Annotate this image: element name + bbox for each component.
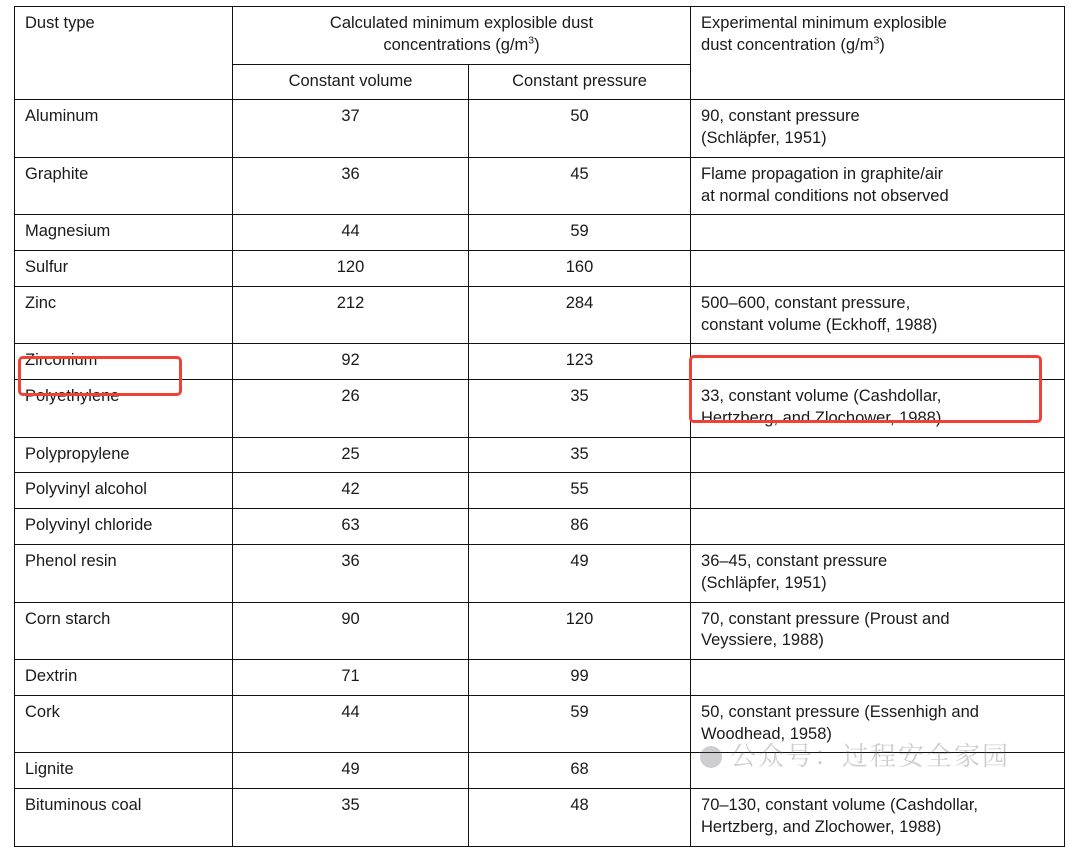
- cell-dust-type: Dextrin: [15, 660, 233, 696]
- cell-constant-pressure: 50: [469, 100, 691, 158]
- cell-dust-type: Corn starch: [15, 602, 233, 660]
- cell-experimental: Flame propagation in graphite/air at normal conditions not observed: [691, 157, 1065, 215]
- dust-concentration-table: [14, 6, 1065, 847]
- header-experimental-line2: dust concentration (g/m: [701, 35, 874, 54]
- cell-constant-pressure: 86: [469, 509, 691, 545]
- cell-experimental: [691, 215, 1065, 251]
- cell-dust-type: Zinc: [15, 286, 233, 344]
- cell-constant-volume: 35: [233, 789, 469, 847]
- cell-dust-type: Polyethylene: [15, 380, 233, 438]
- cell-constant-volume: 90: [233, 602, 469, 660]
- cell-constant-volume: 36: [233, 545, 469, 603]
- cell-constant-pressure: 45: [469, 157, 691, 215]
- cell-constant-pressure: 99: [469, 660, 691, 696]
- table-row: [15, 286, 1065, 344]
- header-exp-superscript: 3: [873, 34, 880, 47]
- table-row: [15, 437, 1065, 473]
- cell-constant-volume: 42: [233, 473, 469, 509]
- cell-experimental: 500–600, constant pressure, constant volume (Eckhoff, 1988): [691, 286, 1065, 344]
- cell-constant-volume: 49: [233, 753, 469, 789]
- cell-dust-type: Phenol resin: [15, 545, 233, 603]
- header-calc-paren: ): [534, 35, 540, 54]
- cell-experimental: 90, constant pressure (Schläpfer, 1951): [691, 100, 1065, 158]
- cell-constant-volume: 71: [233, 660, 469, 696]
- cell-constant-pressure: 68: [469, 753, 691, 789]
- header-row-group: [15, 7, 1065, 65]
- cell-experimental: 33, constant volume (Cashdollar, Hertzberg, and Zlochower, 1988): [691, 380, 1065, 438]
- cell-experimental: [691, 437, 1065, 473]
- table-body: [15, 7, 1065, 847]
- cell-dust-type: Sulfur: [15, 251, 233, 287]
- cell-constant-pressure: 120: [469, 602, 691, 660]
- cell-dust-type: Polyvinyl alcohol: [15, 473, 233, 509]
- cell-experimental: 50, constant pressure (Essenhigh and Woodhead, 1958): [691, 695, 1065, 753]
- cell-dust-type: Polypropylene: [15, 437, 233, 473]
- cell-experimental: 70, constant pressure (Proust and Veyssiere, 1988): [691, 602, 1065, 660]
- cell-constant-volume: 63: [233, 509, 469, 545]
- header-constant-volume: Constant volume: [233, 64, 469, 100]
- cell-constant-pressure: 48: [469, 789, 691, 847]
- cell-constant-volume: 212: [233, 286, 469, 344]
- header-experimental-line1: Experimental minimum explosible: [701, 14, 947, 32]
- cell-experimental: [691, 660, 1065, 696]
- cell-constant-volume: 36: [233, 157, 469, 215]
- cell-dust-type: Lignite: [15, 753, 233, 789]
- cell-constant-volume: 92: [233, 344, 469, 380]
- table-row-highlighted: [15, 380, 1065, 438]
- cell-experimental: [691, 251, 1065, 287]
- table-row: [15, 509, 1065, 545]
- table-row: [15, 545, 1065, 603]
- cell-experimental: [691, 344, 1065, 380]
- table-row: [15, 251, 1065, 287]
- cell-constant-pressure: 284: [469, 286, 691, 344]
- cell-constant-pressure: 59: [469, 695, 691, 753]
- cell-dust-type: Aluminum: [15, 100, 233, 158]
- cell-constant-volume: 44: [233, 695, 469, 753]
- cell-experimental: 36–45, constant pressure (Schläpfer, 1951): [691, 545, 1065, 603]
- cell-experimental: [691, 509, 1065, 545]
- table-row: [15, 157, 1065, 215]
- cell-constant-volume: 37: [233, 100, 469, 158]
- header-experimental: [691, 7, 1065, 100]
- cell-constant-volume: 26: [233, 380, 469, 438]
- cell-constant-volume: 25: [233, 437, 469, 473]
- cell-constant-pressure: 35: [469, 380, 691, 438]
- cell-constant-volume: 120: [233, 251, 469, 287]
- cell-dust-type: Magnesium: [15, 215, 233, 251]
- cell-constant-pressure: 49: [469, 545, 691, 603]
- table-row: [15, 215, 1065, 251]
- cell-dust-type: Graphite: [15, 157, 233, 215]
- header-calculated-group: [233, 7, 691, 65]
- header-dust-type: Dust type: [15, 7, 233, 100]
- table-row: [15, 660, 1065, 696]
- watermark: [700, 736, 1010, 773]
- table-row: [15, 100, 1065, 158]
- header-constant-pressure: Constant pressure: [469, 64, 691, 100]
- cell-dust-type: Zirconium: [15, 344, 233, 380]
- cell-experimental: [691, 473, 1065, 509]
- cell-constant-pressure: 59: [469, 215, 691, 251]
- cell-experimental: 70–130, constant volume (Cashdollar, Hertzberg, and Zlochower, 1988): [691, 789, 1065, 847]
- header-calculated-line2: concentrations (g/m: [383, 35, 529, 54]
- header-calc-superscript: 3: [528, 34, 535, 47]
- cell-dust-type: Bituminous coal: [15, 789, 233, 847]
- table-row: [15, 473, 1065, 509]
- table-row: [15, 344, 1065, 380]
- header-calculated-line1: Calculated minimum explosible dust: [329, 14, 594, 32]
- watermark-text: 公众号：过程安全家园: [730, 742, 1011, 772]
- cell-constant-pressure: 160: [469, 251, 691, 287]
- header-exp-paren: ): [879, 35, 885, 54]
- cell-constant-volume: 44: [233, 215, 469, 251]
- cell-dust-type: Cork: [15, 695, 233, 753]
- cell-dust-type: Polyvinyl chloride: [15, 509, 233, 545]
- cell-constant-pressure: 55: [469, 473, 691, 509]
- table-sheet: [14, 6, 1064, 847]
- table-row: [15, 602, 1065, 660]
- table-row: [15, 789, 1065, 847]
- watermark-badge-icon: [700, 746, 722, 768]
- cell-constant-pressure: 123: [469, 344, 691, 380]
- cell-constant-pressure: 35: [469, 437, 691, 473]
